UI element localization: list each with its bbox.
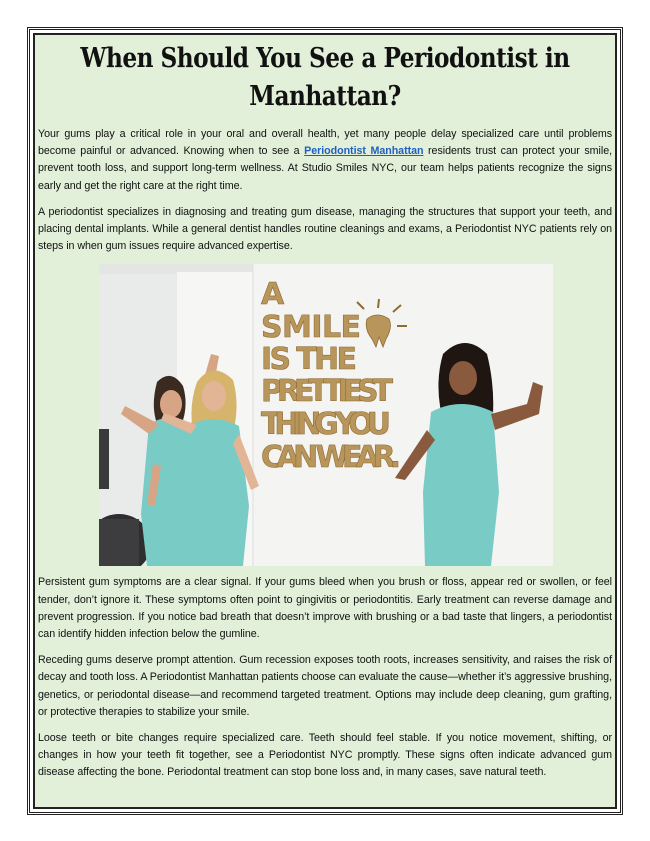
wall-line-2: SMILE	[261, 310, 361, 346]
paragraph-receding-gums: Receding gums deserve prompt attention. Gum recession exposes tooth roots, increases sensitivity, and raises the risk of decay and tooth loss. A Periodontist Manhattan patients choose can evaluate the cause—whether it’s aggressive brushing, genetics, or periodontal disease—and recommend targeted treatment. Options may include deep cleaning, gum grafting, or protective therapies to stabilize your smile.	[38, 654, 612, 718]
wall-line-5: THING YOU	[261, 407, 391, 443]
wall-line-3: IS THE	[261, 342, 357, 378]
article	[38, 38, 612, 791]
paragraph-symptoms: Persistent gum symptoms are a clear signal. If your gums bleed when you brush or floss, appear red or swollen, or feel tender, don’t ignore it. These symptoms often point to gingivitis or periodontitis. Early treatment can reverse damage and prevent progression. If you notice bad breath that doesn’t improve with brushing or a bad taste that lingers, a periodontist can identify hidden infection below the gumline.	[38, 576, 612, 641]
wall-line-6: CAN WEAR.	[261, 440, 401, 476]
paragraph-loose-teeth: Loose teeth or bite changes require specialized care. Teeth should feel stable. If you notice movement, shifting, or changes in how your teeth fit together, see a Periodontist NYC promptly. These signs often indicate advanced gum disease affecting the bone. Periodontal treatment can stop bone loss and, in many cases, save natural teeth.	[38, 732, 612, 779]
paragraph-specialist: A periodontist specializes in diagnosing and treating gum disease, managing the structures that support your teeth, and placing dental implants. While a general dentist handles routine cleanings and exams, a Periodontist NYC patients rely on steps in when gum issues require advanced expertise.	[38, 205, 612, 253]
periodontist-manhattan-link[interactable]: Periodontist Manhattan	[304, 145, 424, 158]
page-title	[78, 40, 572, 116]
title-line-2: Manhattan?	[249, 81, 401, 112]
title-line-1: When Should You See a Periodontist in	[80, 43, 570, 74]
intro-text-start: Your gums play a critical role in your oral and overall health, yet many people delay specialized care until problems become painful or advanced. Knowing when to see a	[38, 128, 612, 158]
intro-text-end: residents trust can protect your smile, prevent tooth loss, and support long-term wellness. At Studio Smiles NYC, our team helps patients recognize the signs early and get the right care at the right time.	[38, 145, 613, 192]
wall-line-4: PRETTIEST	[261, 374, 393, 410]
team-photo	[99, 264, 553, 566]
paragraph-intro	[38, 126, 612, 195]
wall-line-1: A	[261, 277, 285, 313]
